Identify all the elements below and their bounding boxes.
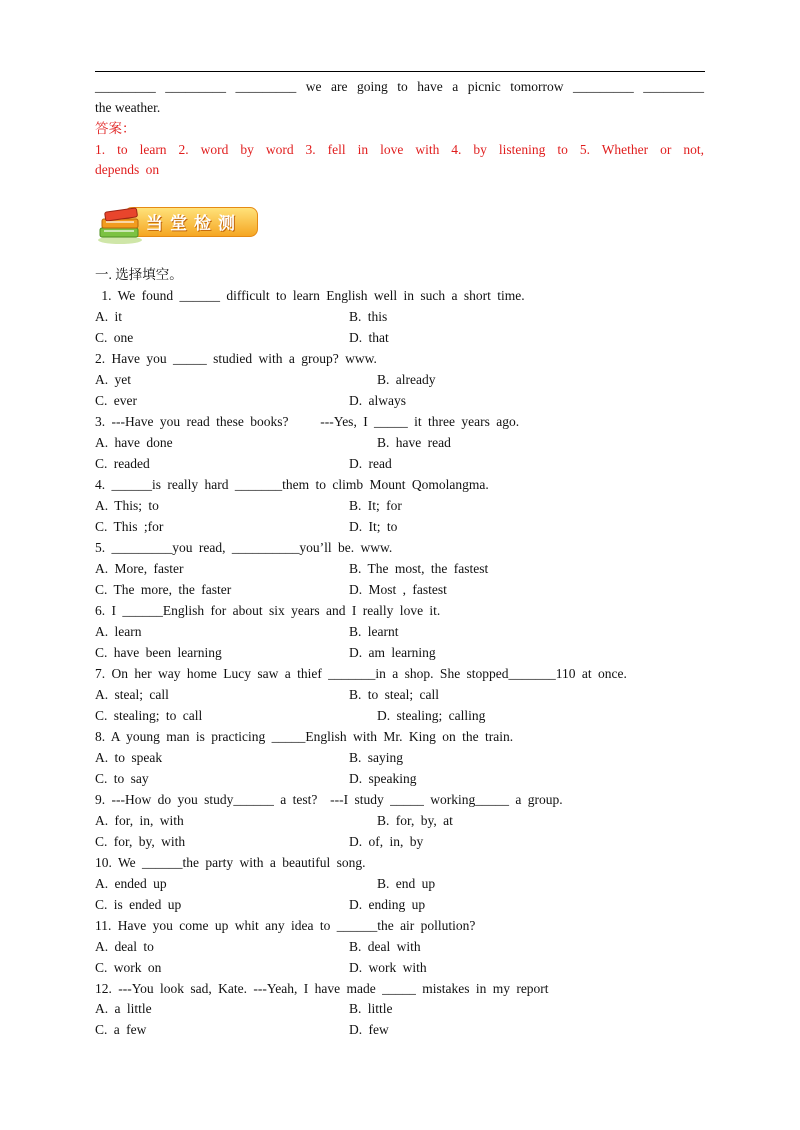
q6-option-c: C. have been learning [95, 645, 222, 660]
q1-option-a: A. it [95, 309, 123, 324]
answer-line-1: 1. to learn 2. word by word 3. fell in love with 4. by listening to 5. Whether or not, [95, 142, 704, 157]
q1-option-d: D. that [349, 330, 389, 345]
q6-option-b: B. learnt [349, 624, 399, 639]
question-7: 7. On her way home Lucy saw a thief _______in a shop. She stopped_______110 at once. [95, 666, 627, 681]
q10-option-b: B. end up [377, 876, 436, 891]
question-12: 12. ---You look sad, Kate. ---Yeah, I have made _____ mistakes in my report [95, 981, 549, 996]
q6-option-a: A. learn [95, 624, 142, 639]
q5-option-b: B. The most, the fastest [349, 561, 489, 576]
q1-option-c: C. one [95, 330, 134, 345]
question-4: 4. ______is really hard _______them to climb Mount Qomolangma. [95, 477, 489, 492]
q8-option-a: A. to speak [95, 750, 163, 765]
blanks-start: _________ _________ _________ [95, 79, 297, 94]
q12-option-a: A. a little [95, 1001, 152, 1016]
q2-option-a: A. yet [95, 372, 131, 387]
q12-option-c: C. a few [95, 1022, 147, 1037]
q7-option-c: C. stealing; to call [95, 708, 203, 723]
q4-option-a: A. This; to [95, 498, 159, 513]
q9-option-b: B. for, by, at [377, 813, 453, 828]
q3-option-c: C. readed [95, 456, 150, 471]
top-divider [95, 71, 705, 72]
section-banner [96, 201, 262, 245]
q9-option-d: D. of, in, by [349, 834, 424, 849]
q4-option-b: B. It; for [349, 498, 402, 513]
sentence-text: we are going to have a picnic tomorrow [305, 79, 564, 94]
question-2: 2. Have you _____ studied with a group? www. [95, 351, 377, 366]
question-11: 11. Have you come up whit any idea to ______the air pollution? [95, 918, 476, 933]
carry-over-line-2: the weather. [95, 100, 161, 115]
q2-option-d: D. always [349, 393, 406, 408]
q3-option-a: A. have done [95, 435, 173, 450]
q12-option-b: B. little [349, 1001, 393, 1016]
q2-option-c: C. ever [95, 393, 137, 408]
question-3: 3. ---Have you read these books? ---Yes, I _____ it three years ago. [95, 414, 520, 429]
q7-option-a: A. steal; call [95, 687, 169, 702]
question-10: 10. We ______the party with a beautiful song. [95, 855, 366, 870]
q10-option-a: A. ended up [95, 876, 167, 891]
answer-label: 答案： [95, 121, 136, 136]
q11-option-d: D. work with [349, 960, 427, 975]
carry-over-line-1 [95, 78, 704, 96]
q11-option-c: C. work on [95, 960, 162, 975]
q3-option-b: B. have read [377, 435, 451, 450]
q1-option-b: B. this [349, 309, 388, 324]
q5-option-a: A. More, faster [95, 561, 184, 576]
q5-option-d: D. Most , fastest [349, 582, 447, 597]
answer-line-2: depends on [95, 162, 160, 177]
q11-option-a: A. deal to [95, 939, 154, 954]
q11-option-b: B. deal with [349, 939, 421, 954]
q4-option-c: C. This ;for [95, 519, 164, 534]
banner-title: 当堂检测 [146, 214, 242, 234]
q9-option-c: C. for, by, with [95, 834, 186, 849]
q9-option-a: A. for, in, with [95, 813, 184, 828]
stacked-books-icon [96, 201, 146, 245]
q6-option-d: D. am learning [349, 645, 436, 660]
q7-option-b: B. to steal; call [349, 687, 439, 702]
question-6: 6. I ______English for about six years and I really love it. [95, 603, 441, 618]
section-heading: 一. 选择填空。 [95, 267, 183, 282]
q8-option-d: D. speaking [349, 771, 417, 786]
q8-option-c: C. to say [95, 771, 149, 786]
q5-option-c: C. The more, the faster [95, 582, 232, 597]
q10-option-c: C. is ended up [95, 897, 182, 912]
q4-option-d: D. It; to [349, 519, 398, 534]
question-5: 5. _________you read, __________you’ll be. www. [95, 540, 393, 555]
q12-option-d: D. few [349, 1022, 389, 1037]
q3-option-d: D. read [349, 456, 392, 471]
q8-option-b: B. saying [349, 750, 404, 765]
question-8: 8. A young man is practicing _____English with Mr. King on the train. [95, 729, 514, 744]
blanks-end: _________ _________ [573, 79, 705, 94]
q10-option-d: D. ending up [349, 897, 426, 912]
q2-option-b: B. already [377, 372, 436, 387]
q7-option-d: D. stealing; calling [377, 708, 486, 723]
question-9: 9. ---How do you study______ a test? ---I study _____ working_____ a group. [95, 792, 563, 807]
question-1: 1. We found ______ difficult to learn English well in such a short time. [95, 288, 525, 303]
